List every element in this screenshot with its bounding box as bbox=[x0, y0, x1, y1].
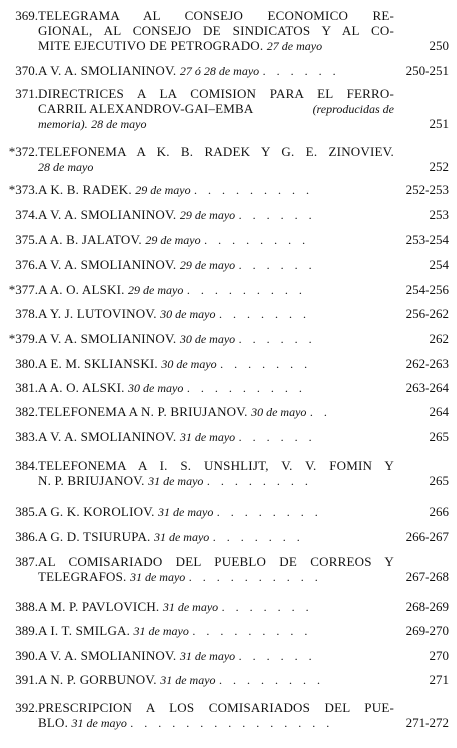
entry-title-text: A N. P. GORBUNOV. bbox=[38, 672, 157, 687]
leader-dots: . . . . . . bbox=[238, 258, 316, 272]
entry-number: 370. bbox=[15, 63, 38, 78]
page-number: 264 bbox=[429, 404, 449, 419]
entry-number: 386. bbox=[15, 529, 38, 544]
entry-date: 27 ó 28 de mayo bbox=[179, 64, 260, 78]
entry-number: *377. bbox=[8, 282, 38, 297]
entry-date: 30 de mayo bbox=[128, 381, 184, 395]
toc-entry bbox=[0, 701, 457, 733]
entry-title-text: A A. O. ALSKI. bbox=[38, 380, 125, 395]
entry-date: 31 de mayo bbox=[179, 649, 236, 663]
entry-title-line bbox=[38, 570, 322, 584]
leader-dots: . . . . . . . bbox=[221, 600, 313, 614]
page-number: 251 bbox=[429, 116, 449, 131]
leader-dots: . . . . . . bbox=[238, 430, 316, 444]
toc-entry bbox=[0, 9, 457, 55]
entry-title-line bbox=[38, 357, 311, 371]
entry-title-line bbox=[38, 258, 316, 272]
page-number: 252 bbox=[429, 159, 449, 174]
entry-number: *373. bbox=[8, 182, 38, 197]
entry-title-text: A K. B. RADEK. bbox=[38, 182, 132, 197]
entry-title-text: TELEFONEMA A N. P. BRIUJANOV. bbox=[38, 404, 248, 419]
entry-date: 31 de mayo bbox=[179, 430, 236, 444]
entry-title-line: GIONAL, AL CONSEJO DE SINDICATOS Y AL CO- bbox=[38, 23, 394, 38]
toc-entry bbox=[0, 145, 457, 177]
entry-title-line bbox=[38, 649, 316, 663]
page-number: 262-263 bbox=[405, 356, 449, 371]
page-number: 262 bbox=[429, 331, 449, 346]
toc-entry bbox=[0, 258, 457, 274]
entry-title-text: A A. B. JALATOV. bbox=[38, 232, 142, 247]
page-number: 266-267 bbox=[405, 529, 449, 544]
toc-entry bbox=[0, 307, 457, 323]
toc-entry bbox=[0, 64, 457, 80]
leader-dots: . . . . . . bbox=[238, 649, 316, 663]
entry-title-text: TELEGRAFOS. bbox=[38, 569, 127, 584]
entry-date: 27 de mayo bbox=[266, 39, 323, 53]
entry-title-line bbox=[38, 183, 313, 197]
page-number: 263-264 bbox=[405, 380, 449, 395]
page-number: 250-251 bbox=[405, 63, 449, 78]
leader-dots: . . . . . . bbox=[238, 332, 316, 346]
entry-date: 29 de mayo bbox=[135, 183, 191, 197]
entry-number: 387. bbox=[15, 554, 38, 569]
page-number: 270 bbox=[429, 648, 449, 663]
entry-title-line bbox=[38, 474, 312, 488]
entry-number: 378. bbox=[15, 306, 38, 321]
entry-title-line bbox=[38, 381, 306, 395]
entry-title-line bbox=[38, 600, 313, 614]
entry-date: 28 de mayo bbox=[91, 117, 147, 131]
entry-date: 31 de mayo bbox=[160, 673, 216, 687]
entry-date: 29 de mayo bbox=[179, 208, 236, 222]
entry-title-line: PRESCRIPCION A LOS COMISARIADOS DEL PUE- bbox=[38, 700, 394, 715]
leader-dots: . . . . . . bbox=[262, 64, 340, 78]
leader-dots: . . . . . . . . . bbox=[186, 283, 306, 297]
page-number: 271 bbox=[429, 672, 449, 687]
entry-title-line bbox=[38, 405, 331, 419]
toc-entry bbox=[0, 208, 457, 224]
entry-title-line bbox=[38, 39, 322, 53]
entry-title-text: A V. A. SMOLIANINOV. bbox=[38, 63, 177, 78]
entry-title-text: A A. O. ALSKI. bbox=[38, 282, 125, 297]
page-number: 269-270 bbox=[405, 623, 449, 638]
page-number: 265 bbox=[429, 473, 449, 488]
entry-title-line bbox=[38, 307, 310, 321]
entry-number: 376. bbox=[15, 257, 38, 272]
toc-entry bbox=[0, 283, 457, 299]
entry-title-text: A I. T. SMILGA. bbox=[38, 623, 131, 638]
toc-entry bbox=[0, 624, 457, 640]
entry-date: 31 de mayo bbox=[133, 624, 189, 638]
page-number: 253 bbox=[429, 207, 449, 222]
entry-date: 30 de mayo bbox=[251, 405, 307, 419]
leader-dots: . . . . . . . . bbox=[204, 233, 310, 247]
entry-title-line bbox=[38, 160, 93, 174]
entry-date: 31 de mayo bbox=[162, 600, 219, 614]
entry-title-line bbox=[38, 208, 316, 222]
leader-dots: . . . . . . . . . . bbox=[188, 570, 322, 584]
entry-title-line: TELEGRAMA AL CONSEJO ECONOMICO RE- bbox=[38, 8, 394, 23]
entry-number: 382. bbox=[15, 404, 38, 419]
page-number: 252-253 bbox=[405, 182, 449, 197]
entry-title-line bbox=[38, 283, 306, 297]
entry-title-text: A V. A. SMOLIANINOV. bbox=[38, 648, 177, 663]
entry-note: (reproducidas de bbox=[312, 102, 394, 116]
entry-title-text: A M. P. PAVLOVICH. bbox=[38, 599, 160, 614]
page-number: 265 bbox=[429, 429, 449, 444]
entry-date: 28 de mayo bbox=[38, 160, 94, 174]
entry-title-text: A V. A. SMOLIANINOV. bbox=[38, 257, 177, 272]
page-number: 271-272 bbox=[405, 715, 449, 730]
leader-dots: . . . . . . . . . bbox=[192, 624, 312, 638]
leader-dots: . . . . . . . bbox=[218, 307, 310, 321]
entry-date: 31 de mayo bbox=[153, 530, 210, 544]
leader-dots: . . . . . . . . bbox=[216, 505, 322, 519]
entry-date: 31 de mayo bbox=[129, 570, 186, 584]
toc-entry bbox=[0, 405, 457, 421]
entry-number: *379. bbox=[8, 331, 38, 346]
entry-number: 383. bbox=[15, 429, 38, 444]
entry-number: 390. bbox=[15, 648, 38, 663]
entry-title-line: AL COMISARIADO DEL PUEBLO DE CORREOS Y bbox=[38, 554, 394, 569]
entry-date: 29 de mayo bbox=[179, 258, 236, 272]
entry-title-text: A V. A. SMOLIANINOV. bbox=[38, 429, 177, 444]
toc-entry bbox=[0, 332, 457, 348]
entry-title-text: A V. A. SMOLIANINOV. bbox=[38, 331, 177, 346]
entry-title-line bbox=[38, 332, 316, 346]
toc-entry bbox=[0, 649, 457, 665]
page-number: 253-254 bbox=[405, 232, 449, 247]
entry-date: 31 de mayo bbox=[158, 505, 214, 519]
toc-entry bbox=[0, 87, 457, 133]
entry-number: 389. bbox=[15, 623, 38, 638]
leader-dots: . . . . . . . bbox=[212, 530, 304, 544]
entry-title-line bbox=[38, 505, 322, 519]
entry-title-text: A Y. J. LUTOVINOV. bbox=[38, 306, 157, 321]
page-number: 256-262 bbox=[405, 306, 449, 321]
entry-title-line bbox=[38, 117, 146, 131]
page-number: 254 bbox=[429, 257, 449, 272]
entry-date: 29 de mayo bbox=[128, 283, 184, 297]
leader-dots: . . . . . . . . . . . . . . . bbox=[130, 716, 334, 730]
toc-entry bbox=[0, 459, 457, 491]
entry-number: 385. bbox=[15, 504, 38, 519]
page-number: 267-268 bbox=[405, 569, 449, 584]
entry-date: 31 de mayo bbox=[148, 474, 204, 488]
entry-number: 375. bbox=[15, 232, 38, 247]
leader-dots: . . . . . . . bbox=[220, 357, 312, 371]
entry-number: 374. bbox=[15, 207, 38, 222]
page-number: 250 bbox=[429, 38, 449, 53]
toc-entry bbox=[0, 430, 457, 446]
entry-title-text: BLO. bbox=[38, 715, 69, 730]
toc-entry bbox=[0, 673, 457, 689]
entry-date: 30 de mayo bbox=[160, 307, 216, 321]
leader-dots: . . . . . . . . bbox=[218, 673, 324, 687]
entry-title-text: A V. A. SMOLIANINOV. bbox=[38, 207, 177, 222]
entry-date: 30 de mayo bbox=[179, 332, 236, 346]
toc-entry bbox=[0, 505, 457, 521]
toc-entry bbox=[0, 530, 457, 546]
toc-entry bbox=[0, 555, 457, 587]
toc-entry bbox=[0, 600, 457, 616]
entry-title-line bbox=[38, 624, 311, 638]
entry-date: 31 de mayo bbox=[71, 716, 127, 730]
leader-dots: . . bbox=[309, 405, 331, 419]
entry-number: 371. bbox=[15, 86, 38, 101]
entry-date: 29 de mayo bbox=[145, 233, 201, 247]
entry-number: 381. bbox=[15, 380, 38, 395]
entry-number: 388. bbox=[15, 599, 38, 614]
leader-dots: . . . . . . . . bbox=[206, 474, 312, 488]
entry-title-line bbox=[38, 716, 333, 730]
entry-number: 384. bbox=[15, 458, 38, 473]
entry-number: 391. bbox=[15, 672, 38, 687]
entry-title-text: CARRIL ALEXANDROV-GAI–EMBA bbox=[38, 101, 254, 116]
entry-title-text: A E. M. SKLIANSKI. bbox=[38, 356, 158, 371]
entry-title-line: TELEFONEMA A I. S. UNSHLIJT, V. V. FOMIN Y bbox=[38, 458, 394, 473]
toc-entry bbox=[0, 357, 457, 373]
entry-date: 30 de mayo bbox=[161, 357, 217, 371]
entry-title-line: DIRECTRICES A LA COMISION PARA EL FERRO- bbox=[38, 86, 394, 101]
entry-title-line bbox=[38, 64, 340, 78]
entry-title-line bbox=[38, 530, 304, 544]
leader-dots: . . . . . . . . . bbox=[186, 381, 306, 395]
entry-title-line bbox=[38, 430, 316, 444]
entry-number: *372. bbox=[8, 144, 38, 159]
leader-dots: . . . . . . . . . bbox=[194, 183, 314, 197]
entry-title-text: MITE EJECUTIVO DE PETROGRADO. bbox=[38, 38, 264, 53]
entry-note: memoria). bbox=[38, 117, 88, 131]
entry-number: 369. bbox=[15, 8, 38, 23]
entry-number: 392. bbox=[15, 700, 38, 715]
leader-dots: . . . . . . bbox=[238, 208, 316, 222]
entry-title-line: TELEFONEMA A K. B. RADEK Y G. E. ZINOVIEV. bbox=[38, 144, 394, 159]
entry-number: 380. bbox=[15, 356, 38, 371]
toc-entry bbox=[0, 381, 457, 397]
toc-entry bbox=[0, 183, 457, 199]
page-number: 254-256 bbox=[405, 282, 449, 297]
entry-title-line bbox=[38, 673, 324, 687]
page-number: 268-269 bbox=[405, 599, 449, 614]
page-number: 266 bbox=[429, 504, 449, 519]
entry-title-text: A G. K. KOROLIOV. bbox=[38, 504, 155, 519]
entry-title-line bbox=[38, 102, 394, 116]
toc-entry bbox=[0, 233, 457, 249]
entry-title-text: A G. D. TSIURUPA. bbox=[38, 529, 151, 544]
entry-title-line bbox=[38, 233, 309, 247]
entry-title-text: N. P. BRIUJANOV. bbox=[38, 473, 145, 488]
